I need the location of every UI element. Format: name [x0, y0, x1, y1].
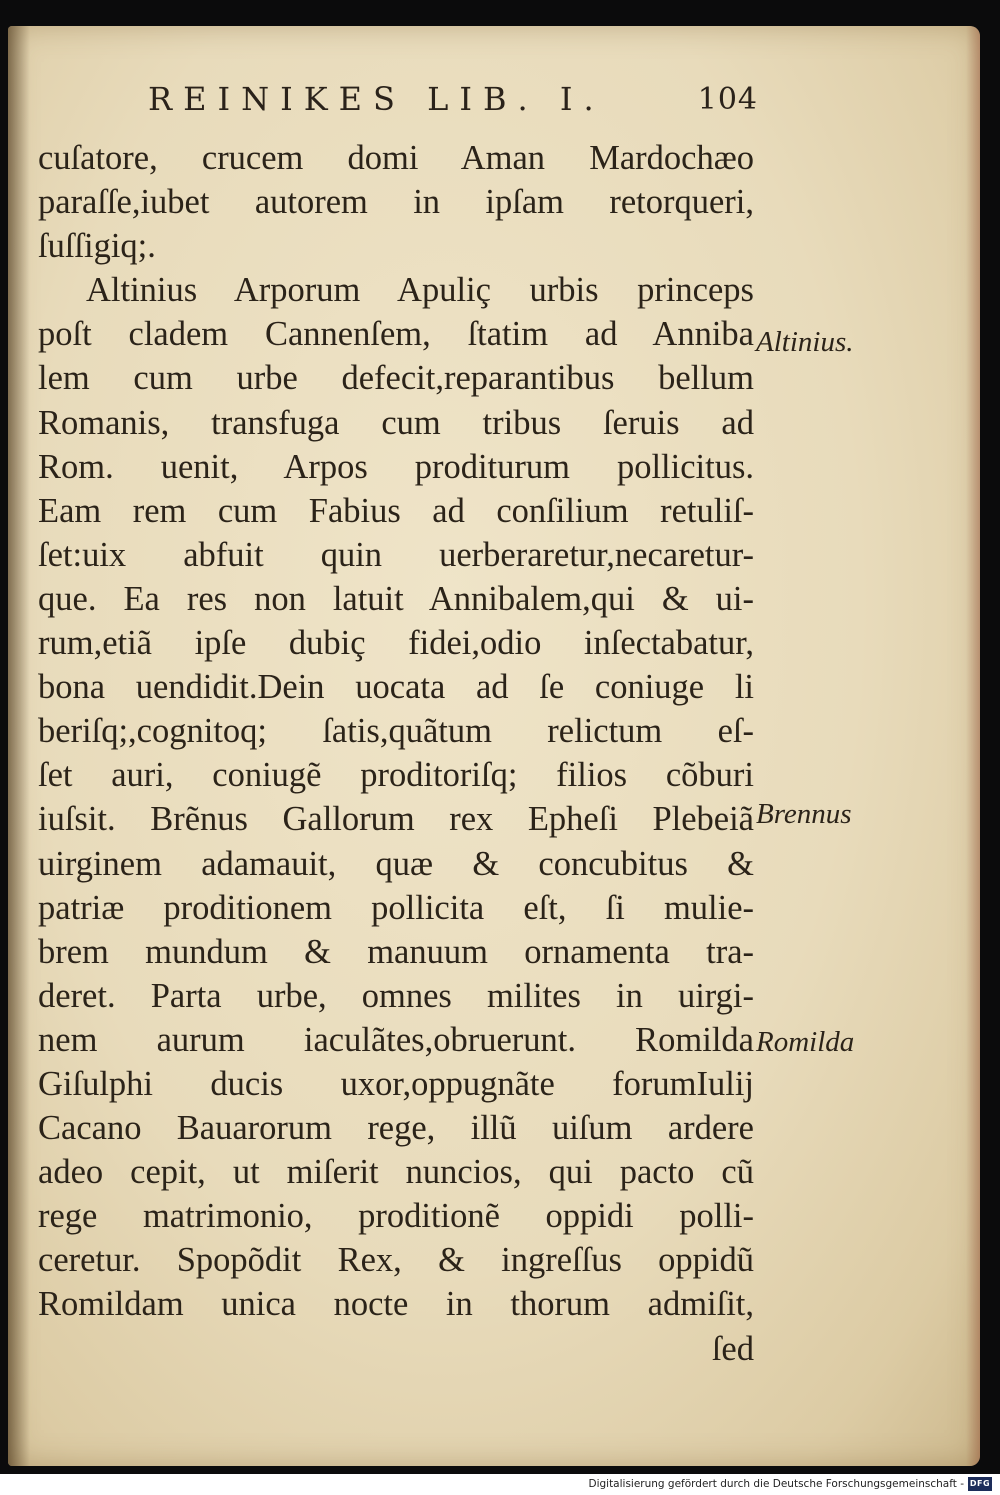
book-page [8, 26, 980, 1466]
funding-credit: Digitalisierung gefördert durch die Deutsche Forschungsgemeinschaft - [588, 1478, 964, 1490]
text-line: Cacano Bauarorum rege, illũ uiſum ardere [38, 1109, 754, 1148]
text-line: iuſsit. Brẽnus Gallorum rex Epheſi Plebeiã [38, 800, 754, 839]
text-line: ſuſſigiq;. [38, 227, 156, 266]
body-text [38, 136, 754, 1371]
text-line: brem mundum & manuum ornamenta tra- [38, 932, 754, 971]
marginal-note: Altinius. [756, 326, 854, 358]
text-line: patriæ proditionem pollicita eſt, ſi mulie- [38, 888, 754, 927]
text-line: Rom. uenit, Arpos proditurum pollicitus. [38, 447, 754, 486]
text-line: Eam rem cum Fabius ad conſilium retuliſ- [38, 491, 754, 530]
page-number: 104 [697, 82, 758, 117]
text-line: nem aurum iaculãtes,obruerunt. Romilda [38, 1020, 754, 1059]
text-line: rege matrimonio, proditionẽ oppidi polli- [38, 1197, 754, 1236]
marginal-note: Romilda [756, 1026, 855, 1058]
text-line: Giſulphi ducis uxor,oppugnãte forumIulij [38, 1064, 754, 1103]
running-head: REINIKES LIB. I. [148, 80, 605, 118]
text-line: cuſatore, crucem domi Aman Mardochæo [38, 139, 754, 177]
text-line: bona uendidit.Dein uocata ad ſe coniuge li [38, 668, 754, 707]
text-line: ſet:uix abfuit quin uerberaretur,necaretur- [38, 535, 754, 574]
text-line: Romildam unica nocte in thorum admiſit, [38, 1285, 754, 1324]
marginal-note: Brennus [756, 798, 852, 830]
text-line: adeo cepit, ut miſerit nuncios, qui pacto cũ [38, 1153, 754, 1192]
text-line: que. Ea res non latuit Annibalem,qui & ui- [38, 579, 754, 618]
text-line: rum,etiã ipſe dubiç fidei,odio inſectabatur, [38, 624, 754, 663]
catchword: ſed [711, 1329, 754, 1368]
text-line: beriſq;,cognitoq; ſatis,quãtum relictum eſ- [38, 712, 754, 751]
text-line: ceretur. Spopõdit Rex, & ingreſſus oppidũ [38, 1241, 754, 1280]
page-header [148, 80, 758, 124]
text-line: Romanis, transfuga cum tribus ſeruis ad [38, 403, 754, 442]
dfg-logo: DFG [968, 1477, 992, 1491]
footer-bar [0, 1474, 1000, 1495]
text-line: lem cum urbe defecit,reparantibus bellum [38, 359, 754, 398]
text-line: uirginem adamauit, quæ & concubitus & [38, 844, 754, 883]
text-line: poſt cladem Cannenſem, ſtatim ad Anniba [38, 315, 754, 354]
text-line: paraſſe,iubet autorem in ipſam retorqueri, [38, 183, 754, 222]
text-line: ſet auri, coniugẽ proditoriſq; filios cõburi [38, 756, 754, 795]
text-line: deret. Parta urbe, omnes milites in uirgi- [38, 976, 754, 1015]
text-line: Altinius Arporum Apuliç urbis princeps [86, 271, 754, 310]
